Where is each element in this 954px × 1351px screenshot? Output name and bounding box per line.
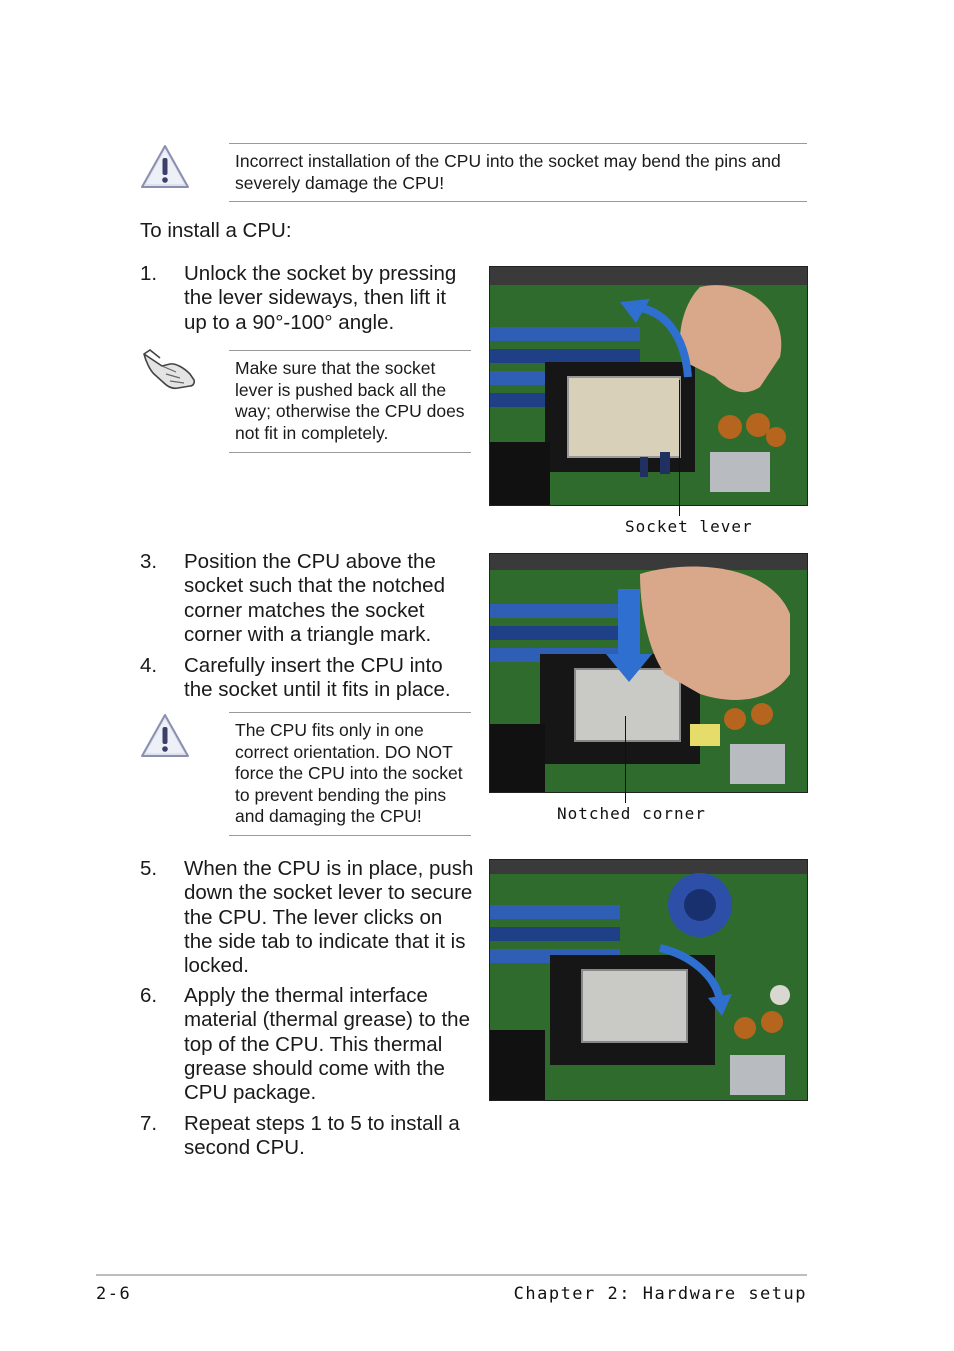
warning-text: Incorrect installation of the CPU into the socket may bend the pins and severely damage the CPU! [235, 151, 781, 193]
step-number: 1. [140, 262, 158, 285]
socket-lever-callout-line [679, 380, 680, 516]
step-number: 4. [140, 654, 158, 677]
warning2-top-rule [229, 712, 471, 713]
step-number: 6. [140, 984, 158, 1007]
notched-corner-caption: Notched corner [557, 804, 706, 823]
warning-icon [139, 143, 191, 196]
note-top-rule [229, 350, 471, 351]
page-number: 2-6 [96, 1284, 132, 1304]
note-text: Make sure that the socket lever is pushed back all the way; otherwise the CPU does not fit in completely. [235, 358, 465, 443]
photo-unlock-socket [489, 266, 808, 506]
note-bottom-rule [229, 452, 471, 453]
warning2-text: The CPU fits only in one correct orientation. DO NOT force the CPU into the socket to prevent bending the pins and damaging the CPU! [235, 720, 463, 826]
warning-top-rule [229, 143, 807, 144]
step-text: Repeat steps 1 to 5 to install a second CPU. [184, 1112, 460, 1160]
pointing-hand-icon [140, 346, 198, 397]
socket-lever-caption: Socket lever [625, 517, 753, 536]
intro-text: To install a CPU: [140, 219, 292, 242]
step-number: 5. [140, 857, 158, 880]
step-text: Position the CPU above the socket such that the notched corner matches the socket corner with a triangle mark. [184, 550, 445, 646]
step-text: Unlock the socket by pressing the lever sideways, then lift it up to a 90°-100° angle. [184, 262, 457, 334]
notched-corner-callout-line [625, 716, 626, 803]
photo-lock-lever [489, 859, 808, 1101]
warning-bottom-rule [229, 201, 807, 202]
step-number: 3. [140, 550, 158, 573]
step-number: 7. [140, 1112, 158, 1135]
step-text: Carefully insert the CPU into the socket until it fits in place. [184, 654, 451, 702]
photo-insert-cpu [489, 553, 808, 793]
step-text: Apply the thermal interface material (thermal grease) to the top of the CPU. This thermal grease should come with the CPU package. [184, 984, 470, 1105]
warning2-bottom-rule [229, 835, 471, 836]
chapter-title: Chapter 2: Hardware setup [513, 1284, 807, 1304]
warning-icon [139, 712, 191, 765]
step-text: When the CPU is in place, push down the socket lever to secure the CPU. The lever clicks on the side tab to indicate that it is locked. [184, 857, 474, 978]
footer-rule [96, 1274, 807, 1276]
